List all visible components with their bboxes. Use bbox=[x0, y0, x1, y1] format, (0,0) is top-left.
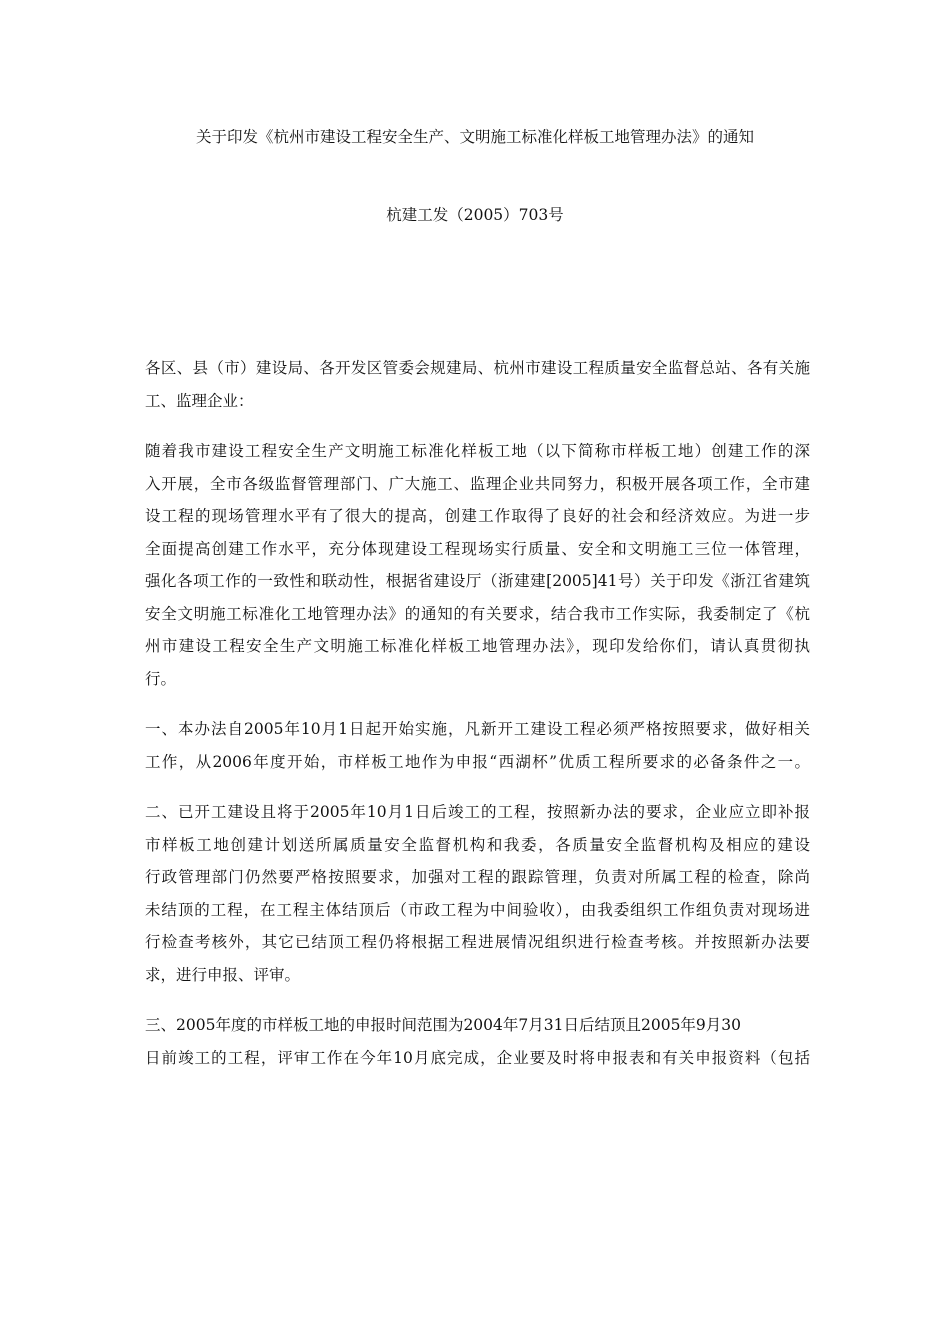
paragraph-item-2 bbox=[145, 796, 810, 991]
text-line: 一、本办法自2005年10月1日起开始实施，凡新开工建设工程必须严格按照要求，做好相关 bbox=[145, 720, 810, 738]
document-body bbox=[145, 352, 810, 1092]
text-line: 随着我市建设工程安全生产文明施工标准化样板工地（以下简称市样板工地）创建工作的深 bbox=[145, 442, 810, 460]
text-line: 各区、县（市）建设局、各开发区管委会规建局、杭州市建设工程质量安全监督总站、各有关施 bbox=[145, 359, 810, 377]
text-line: 二、已开工建设且将于2005年10月1日后竣工的工程，按照新办法的要求，企业应立即补报 bbox=[145, 803, 810, 821]
text-line: 求，进行申报、评审。 bbox=[145, 965, 301, 984]
text-line: 设工程的现场管理水平有了很大的提高，创建工作取得了良好的社会和经济效应。为进一步 bbox=[145, 507, 810, 525]
text-line: 入开展，全市各级监督管理部门、广大施工、监理企业共同努力，积极开展各项工作，全市建 bbox=[145, 474, 810, 493]
text-line: 全面提高创建工作水平，充分体现建设工程现场实行质量、安全和文明施工三位一体管理， bbox=[145, 539, 810, 558]
document-number: 杭建工发（2005）703号 bbox=[386, 206, 564, 224]
paragraph-intro bbox=[145, 435, 810, 695]
text-line: 安全文明施工标准化工地管理办法》的通知的有关要求，结合我市工作实际，我委制定了《杭 bbox=[145, 604, 810, 623]
text-line: 三、2005年度的市样板工地的申报时间范围为2004年7月31日后结顶且2005年9月30 bbox=[145, 1016, 742, 1034]
text-line: 市样板工地创建计划送所属质量安全监督机构和我委，各质量安全监督机构及相应的建设 bbox=[145, 835, 810, 854]
text-line: 日前竣工的工程，评审工作在今年10月底完成，企业要及时将申报表和有关申报资料（包括 bbox=[145, 1048, 810, 1067]
document-title: 关于印发《杭州市建设工程安全生产、文明施工标准化样板工地管理办法》的通知 bbox=[195, 128, 754, 146]
text-line: 工作，从2006年度开始，市样板工地作为申报“西湖杯”优质工程所要求的必备条件之一。 bbox=[145, 752, 810, 771]
text-line: 工、监理企业： bbox=[145, 391, 254, 410]
text-line: 行。 bbox=[145, 669, 177, 688]
text-line: 强化各项工作的一致性和联动性，根据省建设厅（浙建建[2005]41号）关于印发《浙江省建筑 bbox=[145, 572, 810, 590]
paragraph-item-1 bbox=[145, 713, 810, 778]
text-line: 行检查考核外，其它已结顶工程仍将根据工程进展情况组织进行检查考核。并按照新办法要 bbox=[145, 933, 810, 951]
text-line: 未结顶的工程，在工程主体结顶后（市政工程为中间验收），由我委组织工作组负责对现场进 bbox=[145, 900, 810, 919]
text-line: 行政管理部门仍然要严格按照要求，加强对工程的跟踪管理，负责对所属工程的检查，除尚 bbox=[145, 868, 810, 886]
paragraph-addressee bbox=[145, 352, 810, 417]
text-line: 州市建设工程安全生产文明施工标准化样板工地管理办法》，现印发给你们，请认真贯彻执 bbox=[145, 637, 810, 655]
paragraph-item-3 bbox=[145, 1009, 810, 1074]
